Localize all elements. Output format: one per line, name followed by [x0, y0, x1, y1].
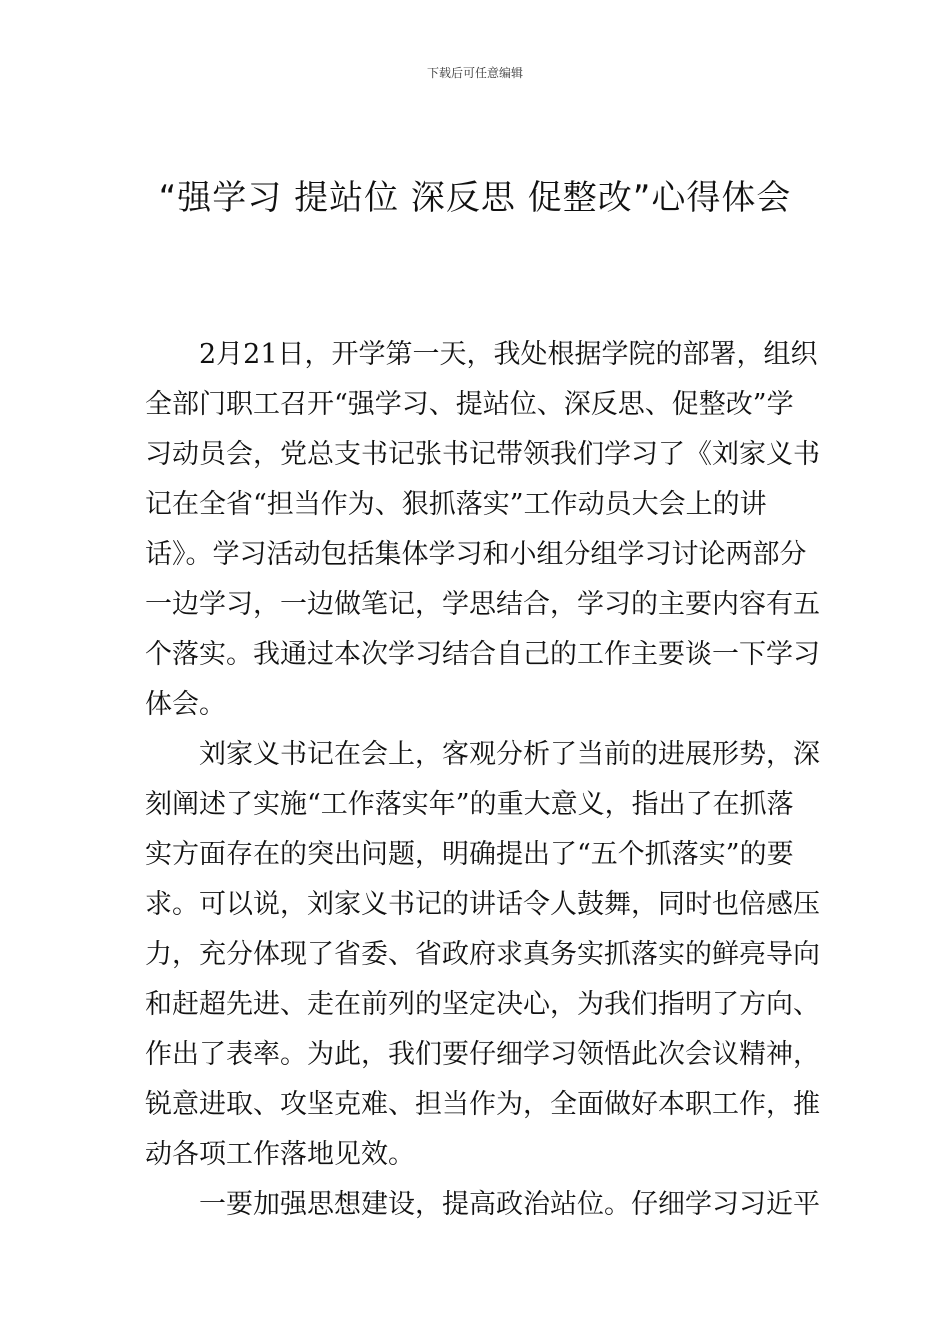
- text-line: 一要加强思想建设，提高政治站位。仔细学习习近平: [199, 1189, 820, 1220]
- text-line: 记在全省“担当作为、狠抓落实”工作动员大会上的讲: [145, 489, 767, 520]
- text-line: 力，充分体现了省委、省政府求真务实抓落实的鲜亮导向: [145, 939, 820, 970]
- text-line: 话》。学习活动包括集体学习和小组分组学习讨论两部分: [145, 539, 807, 570]
- text-line: 全部门职工召开“强学习、提站位、深反思、促整改”学: [145, 389, 794, 420]
- text-line: 锐意进取、攻坚克难、担当作为，全面做好本职工作，推: [145, 1089, 820, 1120]
- text-line: 和赶超先进、走在前列的坚定决心，为我们指明了方向、: [145, 989, 820, 1020]
- text-line: 习动员会，党总支书记张书记带领我们学习了《刘家义书: [145, 439, 820, 470]
- document-title: “强学习 提站位 深反思 促整改”心得体会: [158, 178, 792, 218]
- text-line: 个落实。我通过本次学习结合自己的工作主要谈一下学习: [145, 639, 820, 670]
- text-line: 刻阐述了实施“工作落实年”的重大意义，指出了在抓落: [145, 789, 794, 820]
- header-note: 下载后可任意编辑: [426, 66, 523, 80]
- text-line: 作出了表率。为此，我们要仔细学习领悟此次会议精神，: [145, 1039, 820, 1070]
- text-line: 动各项工作落地见效。: [145, 1139, 415, 1170]
- text-line: 实方面存在的突出问题，明确提出了“五个抓落实”的要: [145, 839, 794, 870]
- text-line: 求。可以说，刘家义书记的讲话令人鼓舞，同时也倍感压: [145, 889, 820, 920]
- text-line: 2月21日，开学第一天，我处根据学院的部署，组织: [199, 339, 818, 370]
- text-line: 一边学习，一边做笔记，学思结合，学习的主要内容有五: [145, 589, 820, 620]
- paragraph-1: [145, 330, 820, 730]
- paragraph-2: [145, 730, 820, 1180]
- paragraph-3: [145, 1180, 820, 1230]
- text-line: 体会。: [145, 689, 226, 720]
- document-body: [145, 330, 820, 1230]
- text-line: 刘家义书记在会上，客观分析了当前的进展形势，深: [199, 739, 820, 770]
